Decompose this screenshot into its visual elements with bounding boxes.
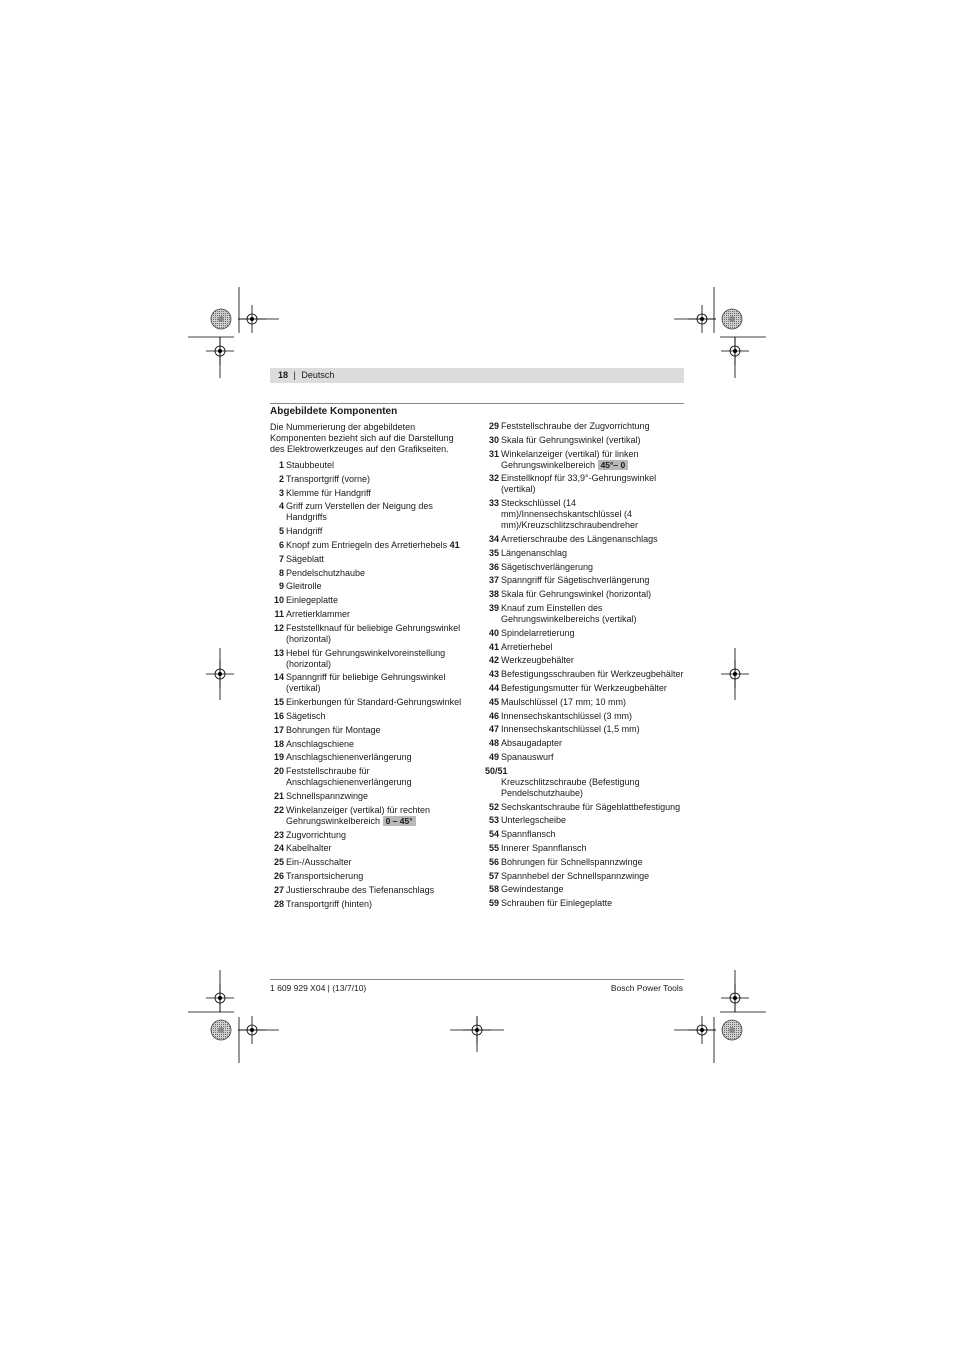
item-text: Knopf zum Entriegeln des Arretierhebels — [286, 539, 448, 550]
list-item — [485, 884, 685, 895]
item-text: Sägetischverlängerung — [501, 561, 594, 572]
item-description — [501, 655, 685, 666]
footer-brand: Bosch Power Tools — [610, 983, 683, 993]
item-number: 20 — [273, 766, 284, 777]
item-description — [501, 857, 685, 868]
item-text: Spanngriff für beliebige Gehrungswinkel (vertikal) — [286, 672, 446, 694]
item-text: Winkelanzeiger (vertikal) für rechten Gehrungswinkelbereich — [286, 804, 431, 826]
item-number: 28 — [273, 898, 284, 909]
item-description — [501, 802, 685, 813]
item-text: Kabelhalter — [286, 843, 332, 854]
header-separator: | — [293, 370, 296, 380]
item-number: 3 — [278, 487, 284, 498]
item-description — [286, 540, 470, 551]
component-list-right — [485, 421, 685, 912]
section-intro: Die Nummerierung der abgebildeten Komponenten bezieht sich auf die Darstellung des Elektrowerkzeuges auf den Grafikseiten. — [270, 422, 454, 454]
item-description — [286, 581, 470, 592]
item-description — [501, 843, 685, 854]
item-description — [286, 871, 470, 882]
item-number: 38 — [488, 589, 499, 600]
item-number: 21 — [273, 790, 284, 801]
item-description — [501, 628, 685, 639]
item-description — [501, 548, 685, 559]
item-description — [286, 805, 470, 827]
list-item — [270, 609, 470, 620]
item-number: 56 — [488, 856, 499, 867]
item-text: Werkzeugbehälter — [501, 655, 574, 666]
item-text: Einstellknopf für 33,9°-Gehrungswinkel (vertikal) — [501, 473, 657, 495]
item-number: 41 — [488, 641, 499, 652]
item-number: 47 — [488, 724, 499, 735]
item-text: Spindelarretierung — [501, 627, 575, 638]
item-number: 15 — [273, 697, 284, 708]
item-description — [286, 501, 470, 523]
item-text: Spannflansch — [501, 829, 556, 840]
angle-range-badge: 45°– 0 — [598, 460, 629, 470]
item-description — [286, 460, 470, 471]
item-description — [501, 575, 685, 586]
item-text: Maulschlüssel (17 mm; 10 mm) — [501, 696, 627, 707]
item-text: Gewindestange — [501, 884, 564, 895]
item-number: 19 — [273, 752, 284, 763]
item-description — [286, 648, 470, 670]
list-item — [270, 501, 470, 523]
item-number: 6 — [278, 539, 284, 550]
list-item — [270, 830, 470, 841]
item-description — [286, 595, 470, 606]
item-text: Schrauben für Einlegeplatte — [501, 898, 613, 909]
item-number: 30 — [488, 434, 499, 445]
item-text: Feststellschraube der Zugvorrichtung — [501, 421, 650, 431]
list-item — [270, 766, 470, 788]
item-number: 33 — [488, 498, 499, 509]
list-item — [485, 628, 685, 639]
list-item — [270, 885, 470, 896]
list-item — [485, 642, 685, 653]
item-description — [286, 752, 470, 763]
list-item — [485, 421, 685, 432]
item-description — [286, 474, 470, 485]
item-description — [286, 885, 470, 896]
list-item — [485, 534, 685, 545]
item-number: 29 — [488, 421, 499, 431]
list-item — [485, 711, 685, 722]
item-text: Hebel für Gehrungswinkelvoreinstellung (horizontal) — [286, 647, 446, 669]
item-text: Arretierklammer — [286, 608, 351, 619]
item-description — [501, 473, 685, 495]
item-description — [501, 815, 685, 826]
item-description — [501, 752, 685, 763]
item-number: 57 — [488, 870, 499, 881]
list-item — [270, 857, 470, 868]
item-text: Sechskantschraube für Sägeblattbefestigung — [501, 801, 681, 812]
item-number: 27 — [273, 884, 284, 895]
item-text: Befestigungsschrauben für Werkzeugbehälter — [501, 669, 684, 680]
item-number: 17 — [273, 724, 284, 735]
item-description — [286, 739, 470, 750]
item-description — [501, 589, 685, 600]
item-number: 22 — [273, 804, 284, 815]
item-text: Transportgriff (vorne) — [286, 473, 371, 484]
item-number: 23 — [273, 829, 284, 840]
item-description — [501, 449, 685, 471]
item-number: 12 — [273, 622, 284, 633]
item-number: 59 — [488, 898, 499, 909]
item-description — [286, 623, 470, 645]
item-description — [286, 672, 470, 694]
item-text: Justierschraube des Tiefenanschlags — [286, 884, 435, 895]
item-text: Bohrungen für Schnellspannzwinge — [501, 856, 643, 867]
item-description — [286, 711, 470, 722]
item-text: Sägeblatt — [286, 553, 325, 564]
list-item — [485, 655, 685, 666]
item-description — [501, 697, 685, 708]
item-number: 32 — [488, 473, 499, 484]
item-description — [501, 421, 685, 432]
item-number: 24 — [273, 843, 284, 854]
item-description — [501, 683, 685, 694]
item-text: Anschlagschienenverlängerung — [286, 752, 412, 763]
item-number: 49 — [488, 751, 499, 762]
item-description — [501, 898, 685, 909]
item-number: 58 — [488, 884, 499, 895]
list-item — [270, 752, 470, 763]
item-text: Arretierschraube des Längenanschlags — [501, 533, 658, 544]
item-description — [286, 830, 470, 841]
item-number: 35 — [488, 547, 499, 558]
item-description — [501, 738, 685, 749]
item-number: 44 — [488, 682, 499, 693]
item-description — [286, 899, 470, 910]
list-item — [485, 589, 685, 600]
item-text: Pendelschutzhaube — [286, 567, 366, 578]
item-text: Staubbeutel — [286, 460, 335, 470]
item-number: 40 — [488, 627, 499, 638]
item-text: Befestigungsmutter für Werkzeugbehälter — [501, 682, 667, 693]
list-item — [485, 724, 685, 735]
list-item — [270, 595, 470, 606]
item-text: Bohrungen für Montage — [286, 724, 381, 735]
item-number: 39 — [488, 602, 499, 613]
component-list-left — [270, 405, 470, 912]
list-item — [485, 498, 685, 531]
item-text: Sägetisch — [286, 710, 326, 721]
item-text: Klemme für Handgriff — [286, 487, 371, 498]
list-item — [270, 871, 470, 882]
item-text: Arretierhebel — [501, 641, 553, 652]
item-description — [286, 609, 470, 620]
item-text: Steckschlüssel (14 mm)/Innensechskantschlüssel (4 mm)/Kreuzschlitzschraubendreher — [501, 498, 639, 531]
item-number: 34 — [488, 533, 499, 544]
item-number: 10 — [273, 595, 284, 606]
item-description — [501, 724, 685, 735]
list-item — [270, 791, 470, 802]
item-text: Spanauswurf — [501, 751, 554, 762]
list-item — [270, 581, 470, 592]
item-number: 5 — [278, 526, 284, 537]
list-item — [485, 752, 685, 763]
item-description — [286, 554, 470, 565]
item-number: 37 — [488, 575, 499, 586]
item-description — [286, 766, 470, 788]
item-text: Transportgriff (hinten) — [286, 898, 373, 909]
item-description — [286, 697, 470, 708]
list-item — [485, 871, 685, 882]
item-text: Winkelanzeiger (vertikal) für linken Gehrungswinkelbereich — [501, 448, 639, 470]
list-item — [485, 435, 685, 446]
list-item — [485, 562, 685, 573]
list-item — [485, 449, 685, 471]
list-item — [485, 738, 685, 749]
item-description — [501, 435, 685, 446]
item-description — [501, 498, 685, 531]
item-text: Innerer Spannflansch — [501, 842, 587, 853]
item-text: Feststellknauf für beliebige Gehrungswinkel (horizontal) — [286, 622, 461, 644]
list-item — [270, 843, 470, 854]
item-description — [501, 642, 685, 653]
list-item — [270, 739, 470, 750]
item-description — [286, 725, 470, 736]
list-item — [270, 648, 470, 670]
item-text: Einkerbungen für Standard-Gehrungswinkel — [286, 697, 462, 708]
list-item — [485, 683, 685, 694]
item-number: 11 — [274, 608, 284, 619]
item-description — [501, 711, 685, 722]
item-number: 45 — [488, 696, 499, 707]
item-number: 52 — [488, 801, 499, 812]
list-item — [485, 829, 685, 840]
item-description — [286, 568, 470, 579]
item-number: 13 — [273, 647, 284, 658]
item-number: 26 — [273, 870, 284, 881]
list-item — [485, 857, 685, 868]
item-list-left — [270, 460, 470, 910]
item-text: Feststellschraube für Anschlagschienenverlängerung — [286, 766, 412, 788]
item-text: Spannhebel der Schnellspannzwinge — [501, 870, 650, 881]
item-description — [501, 534, 685, 545]
item-text: Schnellspannzwinge — [286, 790, 369, 801]
list-item — [485, 603, 685, 625]
list-item — [270, 672, 470, 694]
item-number: 4 — [278, 501, 284, 512]
list-item — [485, 697, 685, 708]
item-number: 31 — [488, 448, 499, 459]
item-text: Anschlagschiene — [286, 738, 355, 749]
item-text: Absaugadapter — [501, 738, 563, 749]
list-item — [485, 843, 685, 854]
item-number: 7 — [278, 553, 284, 564]
item-number: 55 — [488, 842, 499, 853]
list-item — [485, 898, 685, 909]
item-number: 48 — [488, 738, 499, 749]
section-divider — [270, 403, 684, 404]
list-item — [485, 575, 685, 586]
item-number: 36 — [488, 561, 499, 572]
list-item — [270, 899, 470, 910]
item-description — [501, 603, 685, 625]
list-item — [270, 460, 470, 471]
item-list-right — [485, 421, 685, 909]
list-item — [270, 805, 470, 827]
item-text: Ein-/Ausschalter — [286, 857, 352, 868]
item-text: Einlegeplatte — [286, 595, 339, 606]
item-description — [286, 526, 470, 537]
item-text: Griff zum Verstellen der Neigung des Handgriffs — [286, 501, 433, 523]
item-description — [286, 843, 470, 854]
list-item — [270, 725, 470, 736]
list-item — [485, 815, 685, 826]
list-item — [270, 488, 470, 499]
list-item — [485, 473, 685, 495]
header-language: Deutsch — [301, 370, 335, 380]
list-item — [270, 554, 470, 565]
item-description — [501, 562, 685, 573]
item-number: 43 — [488, 669, 499, 680]
list-item — [270, 568, 470, 579]
item-number: 53 — [488, 815, 499, 826]
item-text: Innensechskantschlüssel (1,5 mm) — [501, 724, 640, 735]
list-item — [485, 802, 685, 813]
list-item — [485, 548, 685, 559]
item-text: Handgriff — [286, 526, 323, 537]
footer-divider — [270, 979, 684, 980]
item-number: 50/51 — [485, 765, 508, 776]
item-number: 1 — [278, 460, 284, 470]
item-number: 42 — [488, 655, 499, 666]
list-item — [270, 711, 470, 722]
item-text: Zugvorrichtung — [286, 829, 347, 840]
item-number: 9 — [278, 581, 284, 592]
item-reference: 41 — [449, 539, 460, 550]
list-item — [270, 623, 470, 645]
item-number: 8 — [278, 567, 284, 578]
item-description — [286, 857, 470, 868]
item-description — [501, 871, 685, 882]
item-number: 14 — [273, 672, 284, 683]
item-text: Knauf zum Einstellen des Gehrungswinkelbereichs (vertikal) — [501, 602, 637, 624]
item-description — [501, 884, 685, 895]
item-number: 46 — [488, 710, 499, 721]
item-text: Transportsicherung — [286, 870, 364, 881]
item-text: Innensechskantschlüssel (3 mm) — [501, 710, 633, 721]
item-number: 2 — [278, 473, 284, 484]
footer-doc-id: 1 609 929 X04 | (13/7/10) — [270, 983, 367, 993]
list-item — [270, 474, 470, 485]
item-text: Gleitrolle — [286, 581, 322, 592]
page-number: 18 — [278, 370, 289, 380]
item-description — [286, 488, 470, 499]
item-text: Skala für Gehrungswinkel (horizontal) — [501, 589, 652, 600]
list-item — [270, 540, 470, 551]
item-number: 25 — [273, 857, 284, 868]
section-title: Abgebildete Komponenten — [270, 406, 398, 417]
item-text: Unterlegscheibe — [501, 815, 567, 826]
item-number: 18 — [273, 738, 284, 749]
item-number: 16 — [273, 710, 284, 721]
item-description — [501, 669, 685, 680]
item-text: Skala für Gehrungswinkel (vertikal) — [501, 434, 641, 445]
list-item — [270, 526, 470, 537]
item-text: Spanngriff für Sägetischverlängerung — [501, 575, 650, 586]
item-text: Kreuzschlitzschraube (Befestigung Pendelschutzhaube) — [501, 776, 640, 798]
item-number: 54 — [488, 829, 499, 840]
page-header — [270, 368, 684, 383]
item-description — [286, 791, 470, 802]
angle-range-badge: 0 – 45° — [383, 816, 416, 826]
item-text: Längenanschlag — [501, 547, 568, 558]
list-item — [485, 766, 685, 799]
list-item — [485, 669, 685, 680]
item-description — [501, 829, 685, 840]
list-item — [270, 697, 470, 708]
